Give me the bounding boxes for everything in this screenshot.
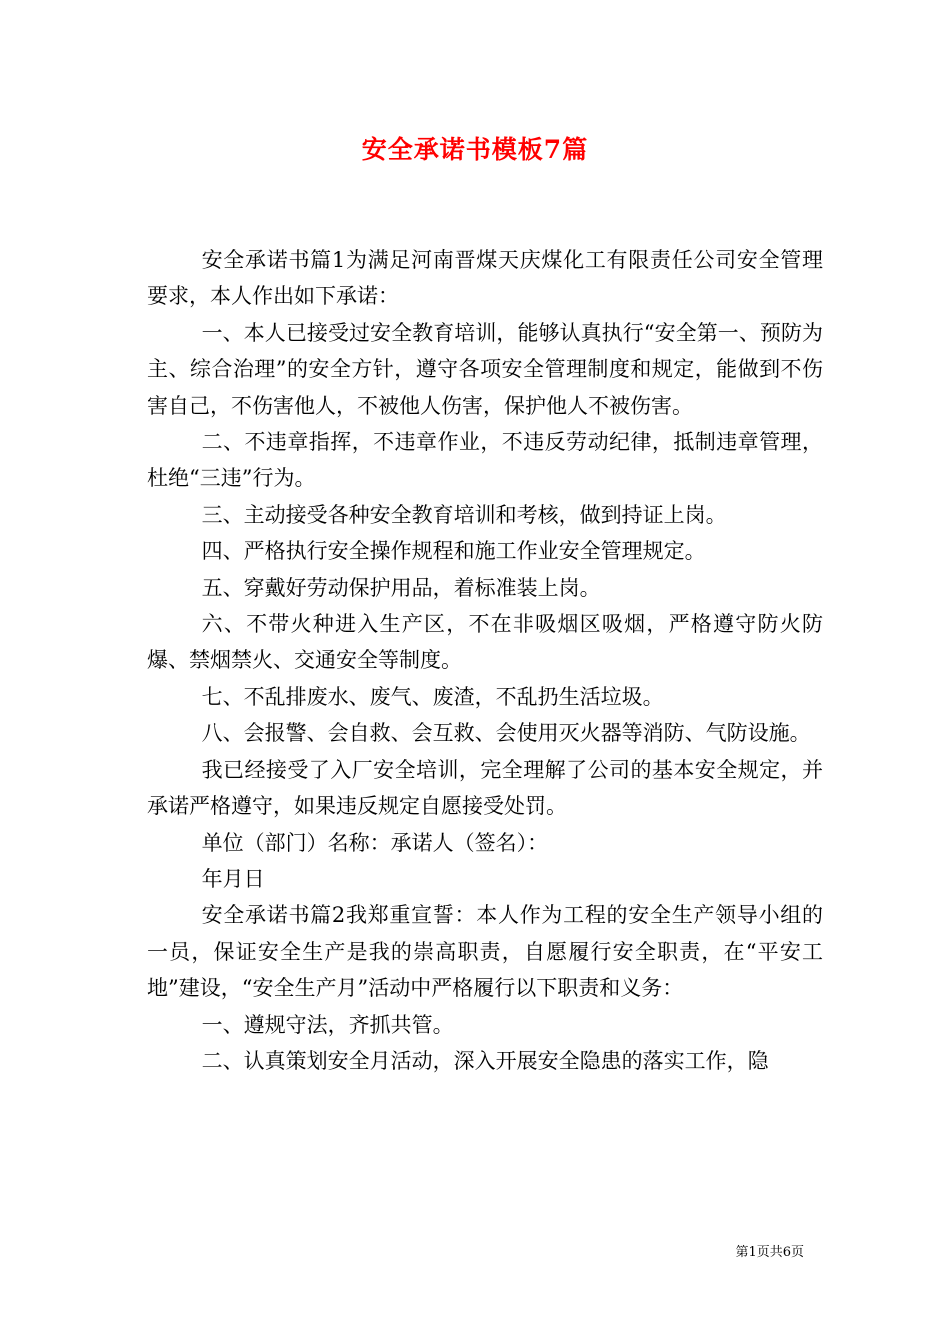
signature-line: 单位（部门）名称：承诺人（签名）： (201, 830, 549, 855)
paragraph: 我已经接受了入厂安全培训，完全理解了公司的基本安全规定，并承诺严格遵守，如果违反规定自愿接受处罚。 (147, 757, 823, 819)
date-line: 年月日 (201, 866, 265, 891)
paragraph: 安全承诺书篇2我郑重宣誓：本人作为工程的安全生产领导小组的一员，保证安全生产是我的崇高职责，自愿履行安全职责，在“平安工地”建设，“安全生产月”活动中严格履行以下职责和义务： (147, 903, 823, 1001)
paragraph: 一、遵规守法，齐抓共管。 (201, 1012, 454, 1037)
paragraph: 六、不带火种进入生产区，不在非吸烟区吸烟，严格遵守防火防爆、禁烟禁火、交通安全等制度。 (147, 612, 823, 673)
paragraph: 一、本人已接受过安全教育培训，能够认真执行“安全第一、预防为主、综合治理”的安全方针，遵守各项安全管理制度和规定，能做到不伤害自己，不伤害他人，不被他人伤害，保护他人不被伤害。 (147, 320, 823, 418)
paragraph: 安全承诺书篇1为满足河南晋煤天庆煤化工有限责任公司安全管理要求，本人作出如下承诺： (147, 248, 823, 309)
paragraph: 八、会报警、会自救、会互救、会使用灭火器等消防、气防设施。 (201, 721, 811, 746)
page-title: 安全承诺书模板7篇 (361, 135, 589, 164)
paragraph: 七、不乱排废水、废气、废渣，不乱扔生活垃圾。 (201, 684, 664, 709)
paragraph: 四、严格执行安全操作规程和施工作业安全管理规定。 (201, 539, 706, 564)
paragraph: 三、主动接受各种安全教育培训和考核，做到持证上岗。 (201, 502, 727, 527)
paragraph: 二、不违章指挥，不违章作业，不违反劳动纪律，抵制违章管理，杜绝“三违”行为。 (147, 430, 823, 491)
paragraph: 五、穿戴好劳动保护用品，着标准装上岗。 (201, 575, 601, 600)
paragraph: 二、认真策划安全月活动，深入开展安全隐患的落实工作，隐 (201, 1048, 769, 1073)
document-body (147, 242, 823, 1079)
page-number: 第1页共6页 (735, 1245, 804, 1260)
